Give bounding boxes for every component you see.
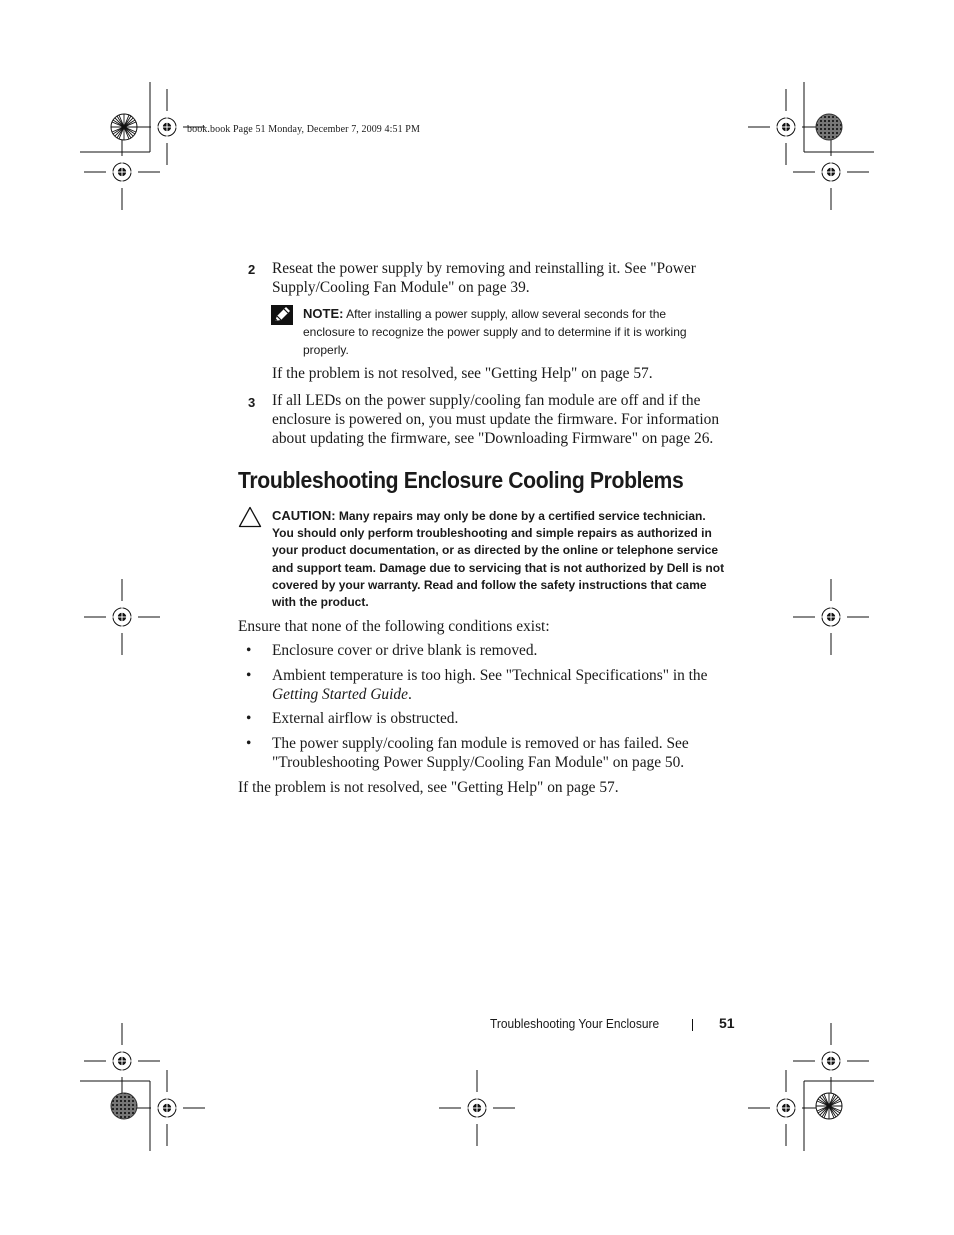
bullet-1-marker: • — [246, 642, 252, 659]
caution-line-5: covered by your warranty. Read and follow the safety instructions that came — [272, 577, 707, 592]
caution-line-6: with the product. — [272, 595, 369, 610]
caution-block — [272, 507, 732, 611]
step-3-line-2: enclosure is powered on, you must update the firmware. For information — [272, 411, 720, 428]
caution-triangle-icon — [238, 506, 262, 528]
guide-title: Getting Started Guide — [272, 686, 408, 703]
caution-line-4: and support team. Damage due to servicing that is not authorized by Dell is not — [272, 560, 725, 575]
note-line-1: After installing a power supply, allow several seconds for the — [346, 307, 667, 321]
bullet-3-text: External airflow is obstructed. — [272, 710, 459, 727]
step-2-line-1: Reseat the power supply by removing and reinstalling it. See "Power — [272, 260, 696, 277]
caution-line-1: Many repairs may only be done by a certified service technician. — [338, 509, 706, 523]
bullet-4-text — [272, 734, 689, 772]
bullet-2-marker: • — [246, 667, 252, 684]
bullet-4-line-2: "Troubleshooting Power Supply/Cooling Fan Module" on page 50. — [272, 754, 685, 771]
caution-line-3: your product documentation, or as directed by the online or telephone service — [272, 543, 719, 558]
note-pencil-icon — [271, 305, 293, 325]
bullet-1-text: Enclosure cover or drive blank is removed. — [272, 642, 538, 659]
note-block — [303, 305, 743, 359]
file-info-header: book.book Page 51 Monday, December 7, 2009 4:51 PM — [187, 124, 420, 135]
footer-divider — [692, 1019, 693, 1031]
bullet-2-text — [272, 666, 707, 704]
bullet-3-marker: • — [246, 710, 252, 727]
step-3-line-3: about updating the firmware, see "Downloading Firmware" on page 26. — [272, 430, 714, 447]
section-title: Troubleshooting Enclosure Cooling Problems — [238, 467, 684, 493]
step-3-number: 3 — [248, 395, 256, 410]
closing-paragraph: If the problem is not resolved, see "Getting Help" on page 57. — [238, 779, 619, 796]
step-2-text — [272, 259, 696, 297]
caution-label: CAUTION: — [272, 508, 336, 523]
bullet-4-marker: • — [246, 735, 252, 752]
bullet-2-line-1: Ambient temperature is too high. See "Technical Specifications" in the — [272, 667, 708, 684]
caution-line-2: You should only perform troubleshooting and simple repairs as authorized in — [272, 526, 712, 541]
intro-paragraph: Ensure that none of the following conditions exist: — [238, 618, 550, 635]
step-2-number: 2 — [248, 262, 256, 277]
note-line-2: enclosure to recognize the power supply and to determine if it is working — [303, 325, 687, 339]
footer-section-title: Troubleshooting Your Enclosure — [490, 1016, 660, 1031]
step-3-text — [272, 391, 719, 448]
step-2-followup: If the problem is not resolved, see "Getting Help" on page 57. — [272, 365, 653, 382]
step-2-line-2: Supply/Cooling Fan Module" on page 39. — [272, 279, 530, 296]
note-line-3: properly. — [303, 343, 349, 357]
note-label: NOTE: — [303, 306, 344, 321]
step-3-line-1: If all LEDs on the power supply/cooling fan module are off and if the — [272, 392, 701, 409]
bullet-4-line-1: The power supply/cooling fan module is removed or has failed. See — [272, 735, 689, 752]
page-number: 51 — [719, 1015, 735, 1031]
bullet-2-end: . — [407, 686, 412, 703]
